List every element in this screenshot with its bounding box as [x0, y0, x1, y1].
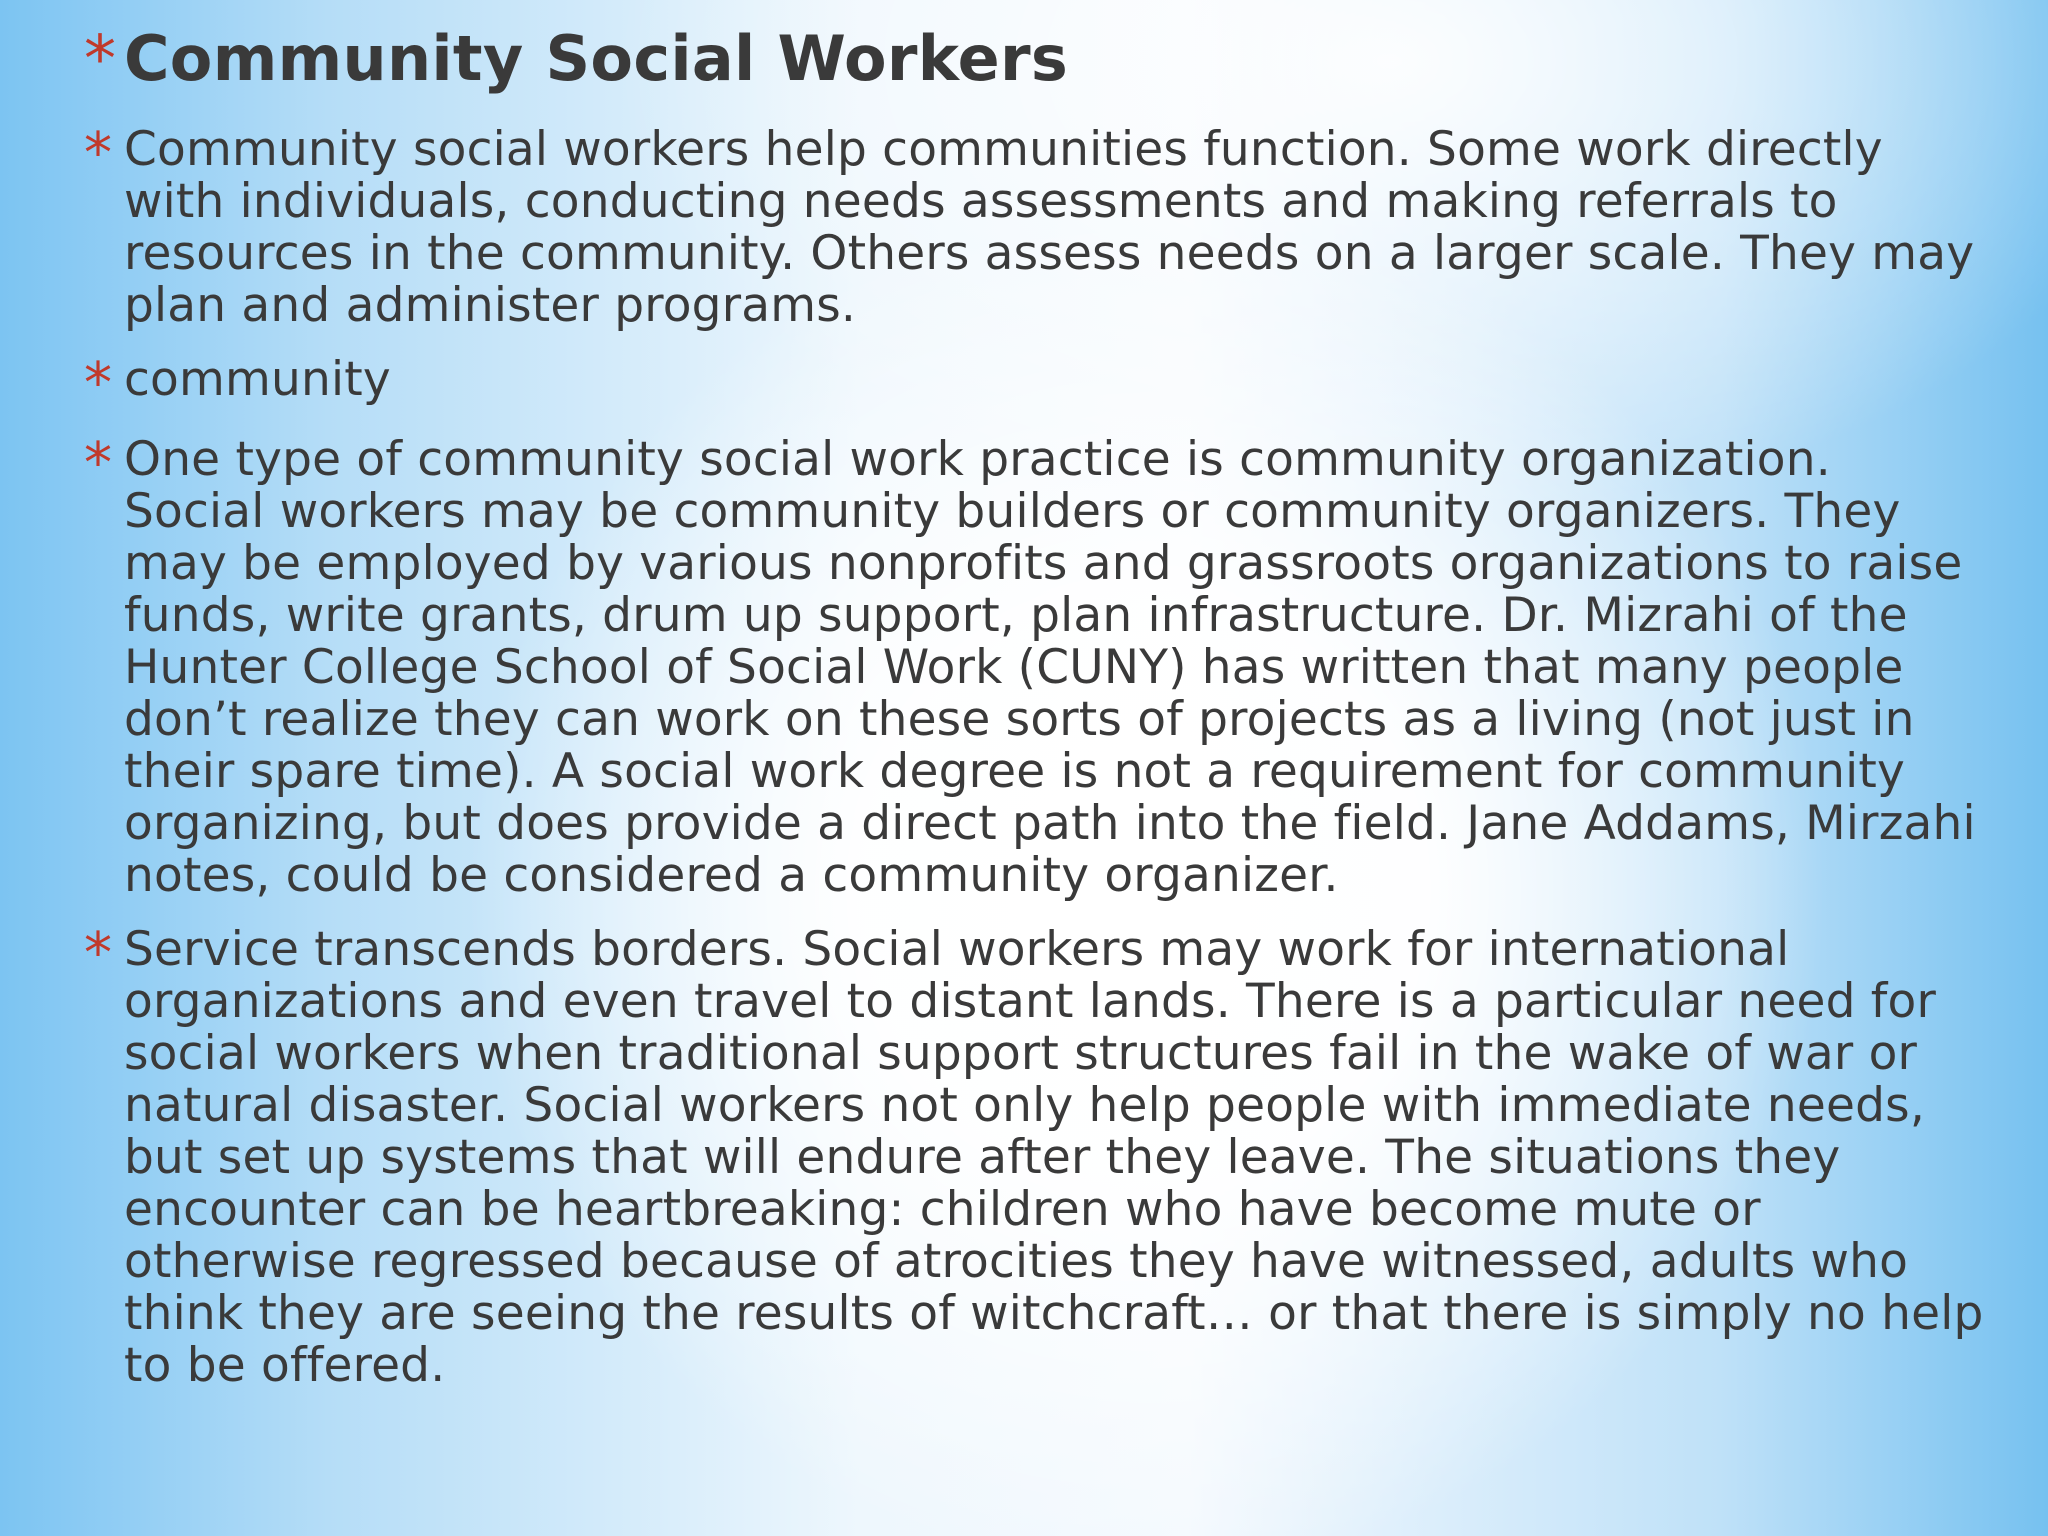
bullet-marker: *: [84, 121, 112, 186]
bullet-marker: *: [84, 921, 112, 986]
bullet-item: [84, 121, 1984, 333]
title-row: [84, 22, 1068, 96]
bullet-item: [84, 351, 1984, 416]
bullet-text: Community social workers help communities function. Some work directly with individuals, conducting needs assessments and making referrals to resources in the community. Others assess needs on a larger scale. They may plan and administer programs.: [124, 122, 1975, 333]
bullet-item: [84, 921, 1984, 1393]
slide-title: Community Social Workers: [124, 22, 1069, 95]
bullet-list: [84, 121, 1984, 1414]
bullet-item: [84, 431, 1984, 903]
bullet-text: community: [124, 352, 391, 407]
bullet-text: Service transcends borders. Social workers may work for international organizations and even travel to distant lands. There is a particular need for social workers when traditional support structures fail in the wake of war or natural disaster. Social workers not only help people with immediate needs, but set up systems that will endure after they leave. The situations they encounter can be heartbreaking: children who have become mute or otherwise regressed because of atrocities they have witnessed, adults who think they are seeing the results of witchcraft… or that there is simply no help to be offered.: [124, 922, 1984, 1393]
bullet-marker: *: [84, 431, 112, 496]
bullet-text: One type of community social work practice is community organization. Social workers may be community builders or community organizers. They may be employed by various nonprofits and grassroots organizations to raise funds, write grants, drum up support, plan infrastructure. Dr. Mizrahi of the Hunter College School of Social Work (CUNY) has written that many people don’t realize they can work on these sorts of projects as a living (not just in their spare time). A social work degree is not a requirement for community organizing, but does provide a direct path into the field. Jane Addams, Mirzahi notes, could be considered a community organizer.: [124, 432, 1976, 903]
bullet-marker: *: [84, 351, 112, 416]
title-bullet-marker: *: [84, 23, 116, 97]
